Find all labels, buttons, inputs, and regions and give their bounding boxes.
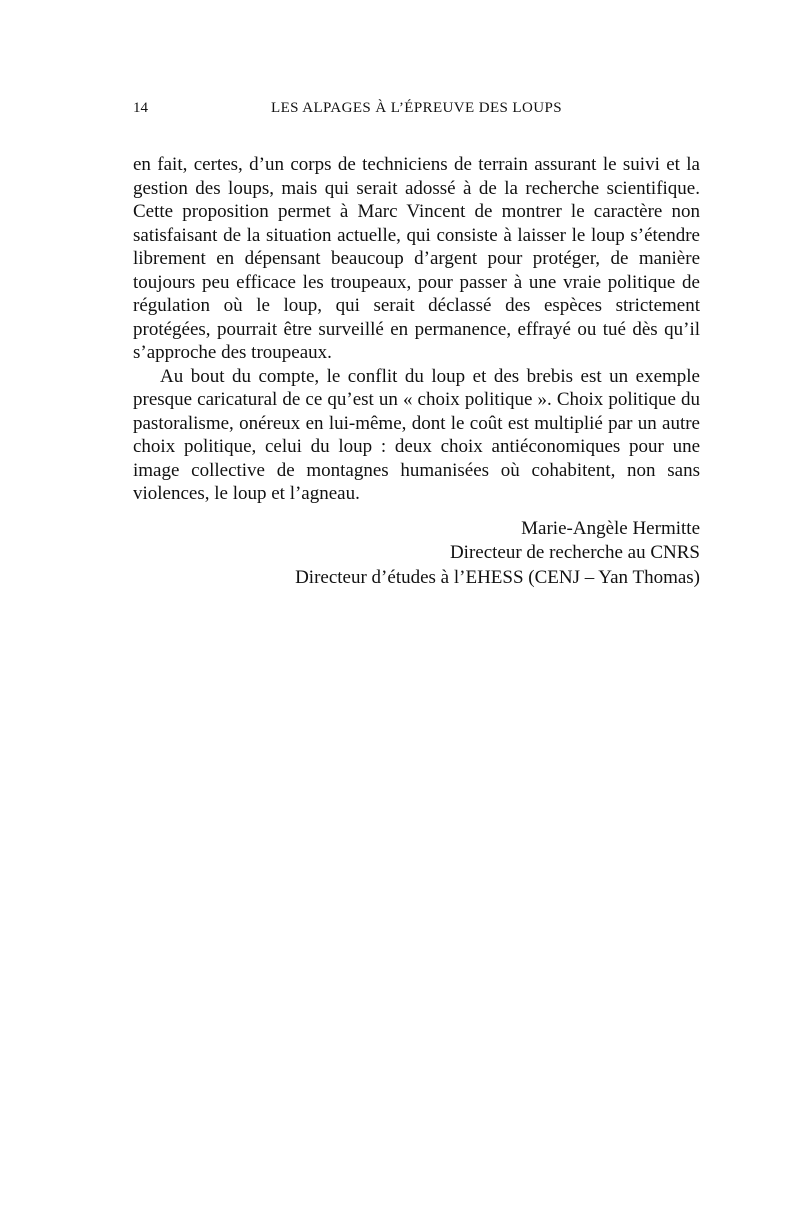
page-body — [133, 153, 700, 590]
page-number: 14 — [133, 100, 148, 116]
body-paragraph: en fait, certes, d’un corps de techniciens de terrain assurant le suivi et la gestion des loups, mais qui serait adossé à de la recherche scientifique. Cette proposition permet à Marc Vincent de montrer le caractère non satisfaisant de la situation actuelle, qui consiste à laisser le loup s’étendre librement en dépensant beaucoup d’argent pour protéger, de manière toujours peu efficace les troupeaux, pour passer à une vraie politique de régulation où le loup, qui serait déclassé des espèces strictement protégées, pourrait être surveillé en permanence, effrayé ou tué dès qu’il s’approche des troupeaux. — [133, 154, 700, 363]
signature-name: Marie-Angèle Hermitte — [521, 517, 700, 539]
running-title: LES ALPAGES À L’ÉPREUVE DES LOUPS — [271, 100, 562, 116]
signature-block — [133, 517, 700, 591]
signature-title-line: Directeur de recherche au CNRS — [449, 542, 700, 563]
running-header — [133, 99, 700, 117]
signature-title-line: Directeur d’études à l’EHESS (CENJ – Yan Thomas) — [295, 566, 700, 588]
body-paragraph: Au bout du compte, le conflit du loup et des brebis est un exemple presque caricatural de ce qu’est un « choix politique ». Choix politique du pastoralisme, onéreux en lui-même, dont le coût est multiplié par un autre choix politique, celui du loup : deux choix antiéconomiques pour une image collective de montagnes humanisées où cohabitent, non sans violences, le loup et l’agneau. — [133, 365, 700, 504]
